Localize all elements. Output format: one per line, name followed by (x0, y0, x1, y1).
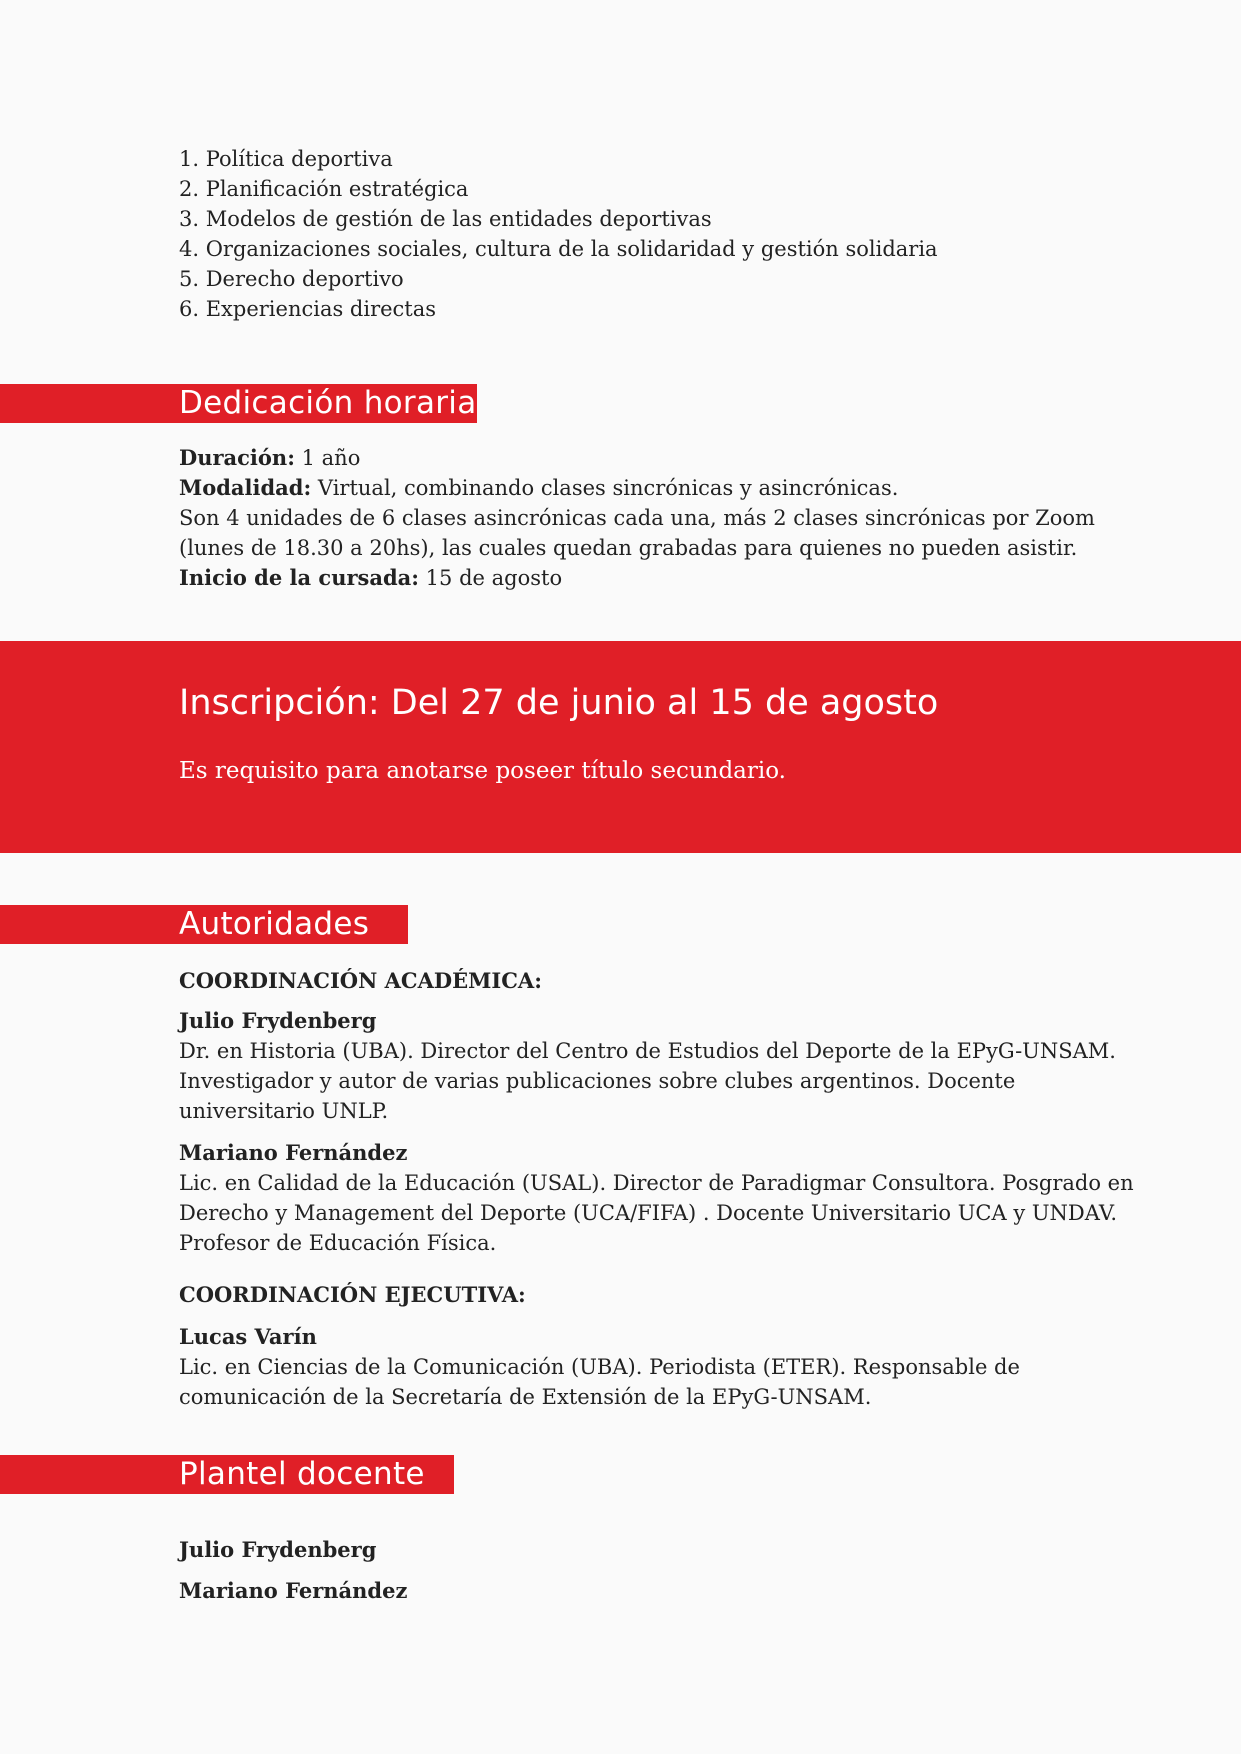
plantel-name: Mariano Fernández (179, 1578, 408, 1603)
inicio-label: Inicio de la cursada: (179, 565, 419, 590)
bio-line: Dr. en Historia (UBA). Director del Centro de Estudios del Deporte de la EPyG-UNSAM. (179, 1039, 1116, 1063)
list-item: 4. Organizaciones sociales, cultura de la solidaridad y gestión solidaria (179, 237, 938, 261)
bio-line: universitario UNLP. (179, 1099, 389, 1123)
autoridades-title: Autoridades (179, 906, 370, 942)
list-item: 2. Planificación estratégica (179, 177, 469, 201)
list-item: 6. Experiencias directas (179, 297, 437, 321)
coord-academica-heading: COORDINACIÓN ACADÉMICA: (179, 968, 542, 993)
duracion-value: 1 año (294, 446, 361, 470)
person-bio (179, 1168, 1134, 1258)
dedicacion-title: Dedicación horaria (179, 385, 477, 421)
bio-line: Lic. en Calidad de la Educación (USAL). Director de Paradigmar Consultora. Posgrado en (179, 1171, 1134, 1195)
bio-line: Profesor de Educación Física. (179, 1231, 497, 1255)
detalle-line-1: Son 4 unidades de 6 clases asincrónicas cada una, más 2 clases sincrónicas por Zoom (179, 506, 1095, 530)
inscripcion-band (0, 641, 1241, 853)
person-bio (179, 1352, 1020, 1412)
topics-list (179, 144, 938, 324)
bio-line: comunicación de la Secretaría de Extensión de la EPyG-UNSAM. (179, 1385, 872, 1409)
modalidad-line (179, 473, 1095, 503)
modalidad-label: Modalidad: (179, 475, 312, 500)
inicio-value: 15 de agosto (419, 566, 563, 590)
modalidad-value: Virtual, combinando clases sincrónicas y asincrónicas. (311, 476, 899, 500)
dedicacion-details (179, 443, 1095, 593)
bio-line: Derecho y Management del Deporte (UCA/FIFA) . Docente Universitario UCA y UNDAV. (179, 1201, 1118, 1225)
coord-ejecutiva-heading: COORDINACIÓN EJECUTIVA: (179, 1282, 526, 1307)
inscripcion-requisito: Es requisito para anotarse poseer título secundario. (179, 758, 786, 784)
detalle-line-2: (lunes de 18.30 a 20hs), las cuales quedan grabadas para quienes no pueden asistir. (179, 536, 1078, 560)
person-bio (179, 1036, 1116, 1126)
inicio-line (179, 563, 1095, 593)
bio-line: Investigador y autor de varias publicaciones sobre clubes argentinos. Docente (179, 1069, 1016, 1093)
plantel-title: Plantel docente (179, 1456, 425, 1492)
inscripcion-title: Inscripción: Del 27 de junio al 15 de agosto (179, 683, 939, 723)
person-name: Lucas Varín (179, 1324, 317, 1349)
list-item: 5. Derecho deportivo (179, 267, 404, 291)
bio-line: Lic. en Ciencias de la Comunicación (UBA). Periodista (ETER). Responsable de (179, 1355, 1020, 1379)
plantel-name: Julio Frydenberg (179, 1537, 377, 1562)
person-name: Mariano Fernández (179, 1140, 408, 1165)
duracion-label: Duración: (179, 445, 295, 470)
person-name: Julio Frydenberg (179, 1008, 377, 1033)
duracion-line (179, 443, 1095, 473)
list-item: 1. Política deportiva (179, 147, 393, 171)
list-item: 3. Modelos de gestión de las entidades deportivas (179, 207, 712, 231)
